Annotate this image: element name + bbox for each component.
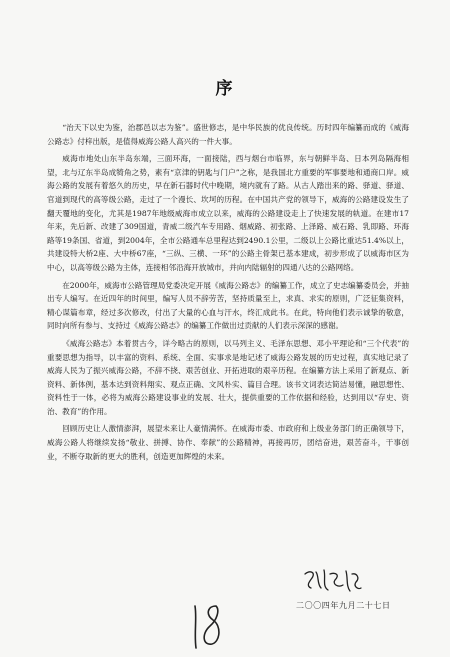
preface-body	[47, 121, 409, 467]
handwritten-signature	[302, 566, 362, 594]
date: 二〇〇四年九月二十七日	[296, 601, 391, 610]
paragraph: 在2000年，威海市公路管理局党委决定开展《威海公路志》的编纂工作，成立了史志编纂委员会，并抽出专人编写。在近四年的时间里，编写人员不辞劳苦，坚持质量至上，求真、求实的原则，广泛征集资料，精心谋篇布章，经过多次修改，付出了大量的心血与汗水，终汇成此书。在此，特向他们表示诚挚的敬意，同时向所有参与、支持过《威海公路志》的编纂工作做出过贡献的人们表示深深的感谢。	[47, 280, 409, 331]
paragraph: “治天下以史为鉴，治郡邑以志为鉴”。盛世修志，是中华民族的优良传统。历时四年编纂而成的《威海公路志》付梓出版，是值得威海公路人高兴的一件大事。	[47, 123, 409, 146]
page-title: 序	[215, 79, 235, 99]
handwritten-page-mark	[186, 600, 228, 652]
paragraph: 威海市地处山东半岛东端，三面环海，一面接陆，西与烟台市临界，东与朝鲜半岛、日本列岛隔海相望，北与辽东半岛成犄角之势，素有“京津的钥匙与门户”之称，是我国北方重要的军事要地和通商口岸。威海公路的发展有着悠久的历史，早在新石器时代中晚期，境内就有了路。从古人踏出来的路、驿道、驿道、官道到现代的高等级公路，走过了一个漫长、坎坷的历程。在中国共产党的领导下，威海的公路建设发生了翻天覆地的变化，尤其是1987年地级威海市成立以来，威海的公路建设走上了快速发展的轨道。在建市17年来，先后新、改建了309国道，青威二级汽车专用路、烟威路、初张路、上泽路、威石路、乳即路、环海路等19条国、省道，到2004年，全市公路通车总里程达到2490.1公里，二级以上公路比重达51.4%以上，共建设特大桥2座、大中桥67座，“三纵、三横、一环”的公路主骨架已基本建成，初步形成了以威海市区为中心，以高等级公路为主体，连接相邻沿海开放城市，并向内陆辐射的四通八达的公路网络。	[47, 154, 409, 272]
paragraph: 回顾历史让人激情澎湃，展望未来让人豪情满怀。在威海市委、市政府和上级业务部门的正确领导下，威海公路人将继续发扬“敬业、拼搏、协作、奉献”的公路精神，再接再厉，团结奋进，艰苦奋斗，干事创业，不断夺取新的更大的胜利，创造更加辉煌的未来。	[47, 424, 409, 461]
paragraph: 《威海公路志》本着贯古今，详今略古的原则，以马列主义、毛泽东思想、邓小平理论和“三个代表”的重要思想为指导，以丰富的资料、系统、全面、实事求是地记述了威海公路发展的历史过程，真实地记录了威海人民为了振兴威海公路，不辞不挠、艰苦创业、开拓进取的艰辛历程。在编纂方法上采用了新观点、新资料、新体例，基本达到资料翔实、观点正确、文风朴实、篇目合理。该书文词表达简洁易懂，融思想性、资料性于一体，必将为威海公路建设事业的发展、壮大，提供重要的工作依据和经验，达到用以“存史、资治、教育”的作用。	[47, 338, 409, 416]
